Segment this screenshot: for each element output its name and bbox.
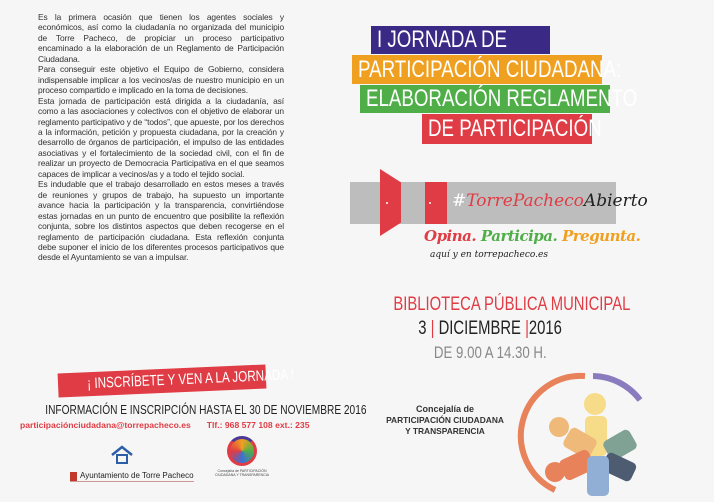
registration-deadline [0,402,367,417]
concejalia-small-text: Concejalía de PARTICIPACIÓN CIUDADANA Y TRANSPARENCIA [214,469,269,477]
paragraph: Para conseguir este objetivo el Equipo de Gobierno, considera indispensable implicar a los vecinos/as de nuestro municipio en un proceso compartido e implicado en la toma de decisiones. [38,64,284,96]
event-date: 3 | DICIEMBRE |2016 [418,318,562,339]
participation-logo [525,372,655,502]
open-door-icon [380,169,401,236]
phone: Tlf.: 968 577 108 ext.: 235 [206,420,310,430]
intro-text [38,12,284,263]
house-icon [110,445,134,465]
door-icon [425,182,447,224]
concejalia-small-logo [214,436,270,477]
slogan: Opina. Participa. Pregunta. [424,227,641,245]
title-line-3: ELABORACIÓN REGLAMENTO [360,85,610,113]
register-banner [58,364,295,397]
ayuntamiento-logo [70,445,200,485]
hashtag: #TorrePachecoAbierto [452,191,648,211]
paragraph: Esta jornada de participación está dirigida a la ciudadanía, así como a las asociaciones y colectivos con el objetivo de elaborar un reglamento participativo y de “todos”, que apueste, por los derechos a la información, petición y propuesta ciudadana, por la creación y desarrollo de órganos de participación, el impulso de las entidades asociativas y el fortalecimiento de la sociedad civil, con el fin de realizar un proyecto de Democracia Participativa en el que seamos capaces de implicar a vecinos/as y a todo el tejido social. [38,95,284,179]
venue: BIBLIOTECA PÚBLICA MUNICIPAL [393,294,631,315]
title-line-2: PARTICIPACIÓN CIUDADANA: [352,55,602,84]
event-time: DE 9.00 A 14.30 H. [433,343,547,362]
people-circle-icon [227,436,257,466]
website: aquí y en torrepacheco.es [430,250,548,260]
ayuntamiento-name: Ayuntamiento de Torre Pacheco [70,471,194,482]
email-link[interactable]: participaciónciudadana@torrepacheco.es [20,420,191,430]
deadline-text: INFORMACIÓN E INSCRIPCIÓN HASTA EL 30 DE NOVIEMBRE 2016 [45,402,367,417]
concejalia-label: Concejalía de PARTICIPACIÓN CIUDADANA Y TRANSPARENCIA [386,404,504,436]
banner-text: ¡ INSCRÍBETE Y VEN A LA JORNADA ! [86,366,295,393]
title-line-1: I JORNADA DE [371,26,550,54]
paragraph: Es indudable que el trabajo desarrollado en estos meses a través de reuniones y grupos de trabajo, ha supuesto un importante avance hacia la participación y la transparencia, convirtiéndose estas jornadas en un punto de encuentro que posibilite la reflexión conjunta, sobre los distintos aspectos que deben recogerse en el reglamento de participación ciudadana. Esta reflexión conjunta debe suponer el inicio de los diferentes procesos participativos que desde el Ayuntamiento se van a impulsar. [38,179,284,263]
title-line-4: DE PARTICIPACIÓN [422,114,592,144]
contact-line [20,420,325,431]
paragraph: Es la primera ocasión que tienen los agentes sociales y económicos, así como la ciudadanía no organizada del municipio de Torre Pacheco, de propiciar un proceso participativo encaminado a la elaboración de un Reglamento de Participación Ciudadana. [38,12,284,64]
